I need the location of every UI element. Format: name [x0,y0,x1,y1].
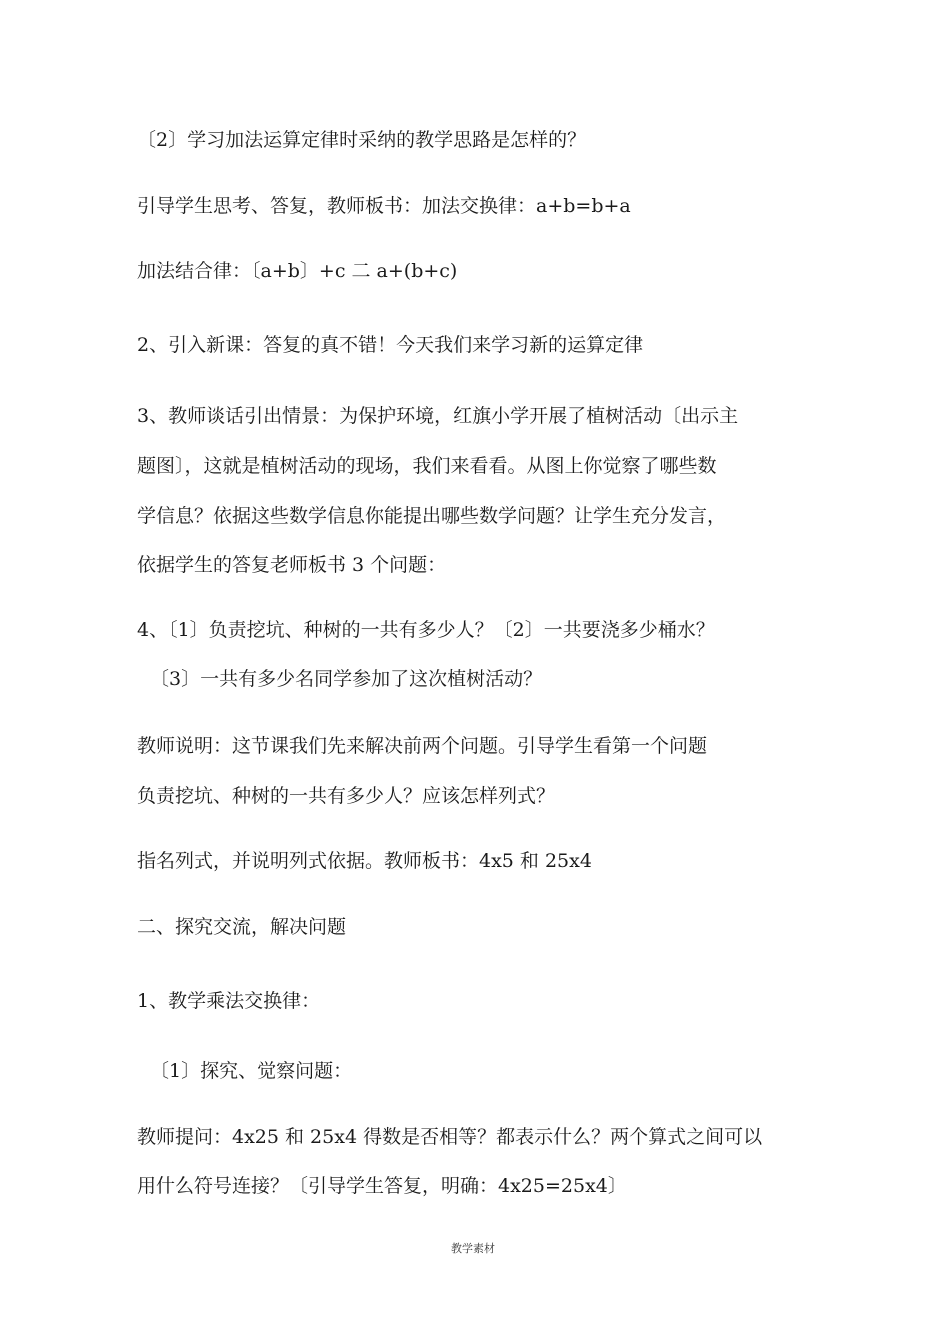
text-line: 4、〔1〕负责挖坑、种树的一共有多少人？〔2〕一共要浇多少桶水？ [137,619,715,641]
text-line: 负责挖坑、种树的一共有多少人？应该怎样列式？ [137,785,556,807]
text-line: 〔1〕探究、觉察问题： [150,1060,353,1082]
section-heading: 二、探究交流，解决问题 [137,916,347,938]
text-line: 依据学生的答复老师板书 3 个问题： [137,554,447,576]
text-line: 〔3〕一共有多少名同学参加了这次植树活动？ [150,668,543,690]
text-line: 2、引入新课：答复的真不错！今天我们来学习新的运算定律 [137,334,644,356]
text-line: 教师说明：这节课我们先来解决前两个问题。引导学生看第一个问题 [137,735,708,757]
text-line: 指名列式，并说明列式依据。教师板书：4x5 和 25x4 [137,850,592,872]
text-line: 题图〕，这就是植树活动的现场，我们来看看。从图上你觉察了哪些数 [137,455,717,477]
text-line: 用什么符号连接？〔引导学生答复，明确：4x25=25x4〕 [137,1175,627,1197]
page-footer: 教学素材 [451,1242,495,1255]
text-line: 3、教师谈话引出情景：为保护环境，红旗小学开展了植树活动〔出示主 [137,405,739,427]
text-line: 引导学生思考、答复，教师板书：加法交换律：a+b=b+a [137,195,631,217]
text-line: 教师提问：4x25 和 25x4 得数是否相等？都表示什么？两个算式之间可以 [137,1126,763,1148]
text-line: 1、教学乘法交换律： [137,990,321,1012]
text-line: 〔2〕学习加法运算定律时采纳的教学思路是怎样的？ [137,129,587,151]
text-line: 加法结合律：〔a+b〕+c 二 a+(b+c) [137,260,458,282]
text-line: 学信息？依据这些数学信息你能提出哪些数学问题？让学生充分发言， [137,505,727,527]
